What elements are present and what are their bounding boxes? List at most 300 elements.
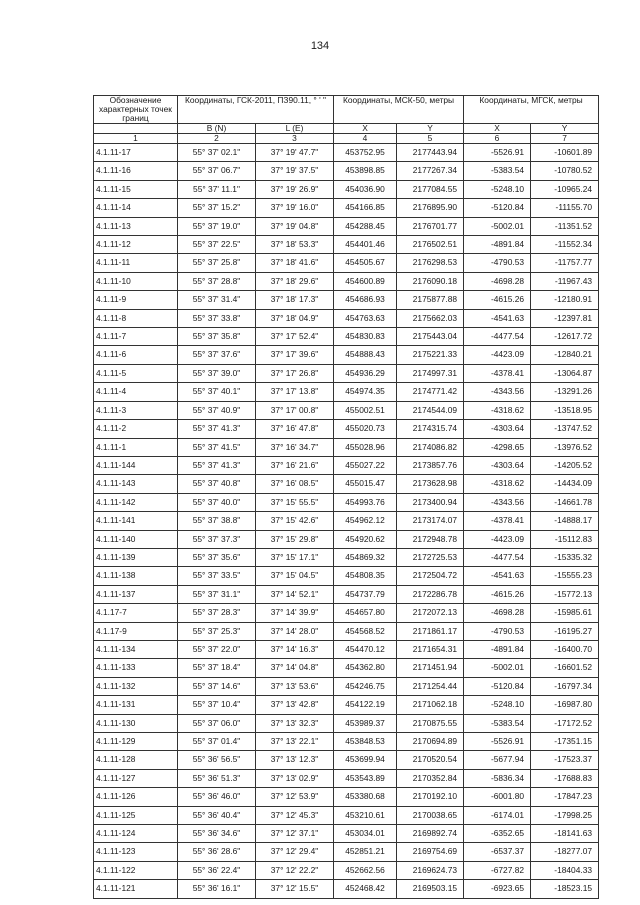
longitude-cell: 37° 13' 22.1": [256, 733, 334, 751]
msk-y-cell: 2169624.73: [397, 861, 464, 879]
point-id-cell: 4.1.11-128: [94, 751, 178, 769]
point-id-cell: 4.1.11-9: [94, 291, 178, 309]
latitude-cell: 55° 37' 02.1": [178, 144, 256, 162]
msk-y-cell: 2176701.77: [397, 217, 464, 235]
latitude-cell: 55° 37' 06.7": [178, 162, 256, 180]
point-id-cell: 4.1.11-12: [94, 236, 178, 254]
longitude-cell: 37° 18' 53.3": [256, 236, 334, 254]
mgsk-x-cell: -4343.56: [464, 493, 531, 511]
mgsk-y-cell: -11757.77: [531, 254, 599, 272]
mgsk-x-cell: -4541.63: [464, 567, 531, 585]
point-id-cell: 4.1.11-139: [94, 548, 178, 566]
msk-y-cell: 2171254.44: [397, 677, 464, 695]
table-row: [94, 420, 599, 438]
longitude-cell: 37° 13' 53.6": [256, 677, 334, 695]
point-id-cell: 4.1.11-7: [94, 328, 178, 346]
longitude-cell: 37° 15' 42.6": [256, 512, 334, 530]
msk-y-cell: 2177267.34: [397, 162, 464, 180]
msk-x-cell: 453034.01: [334, 825, 397, 843]
latitude-cell: 55° 37' 40.1": [178, 383, 256, 401]
mgsk-x-cell: -5248.10: [464, 180, 531, 198]
latitude-cell: 55° 36' 28.6": [178, 843, 256, 861]
table-row: [94, 751, 599, 769]
table-row: [94, 162, 599, 180]
mgsk-x-cell: -6727.82: [464, 861, 531, 879]
point-id-cell: 4.1.11-123: [94, 843, 178, 861]
msk-y-cell: 2173857.76: [397, 456, 464, 474]
latitude-cell: 55° 37' 40.9": [178, 401, 256, 419]
mgsk-y-cell: -13747.52: [531, 420, 599, 438]
msk-y-cell: 2172504.72: [397, 567, 464, 585]
mgsk-x-cell: -4891.84: [464, 640, 531, 658]
msk-y-cell: 2173400.94: [397, 493, 464, 511]
mgsk-x-cell: -4423.09: [464, 530, 531, 548]
longitude-cell: 37° 13' 12.3": [256, 751, 334, 769]
table-row: [94, 217, 599, 235]
empty-subheader-cell: [94, 124, 178, 134]
latitude-cell: 55° 37' 33.8": [178, 309, 256, 327]
msk-y-cell: 2174315.74: [397, 420, 464, 438]
mgsk-y-cell: -14661.78: [531, 493, 599, 511]
longitude-cell: 37° 18' 29.6": [256, 272, 334, 290]
msk-x-cell: 454869.32: [334, 548, 397, 566]
mgsk-y-cell: -13518.95: [531, 401, 599, 419]
latitude-cell: 55° 37' 33.5": [178, 567, 256, 585]
latitude-cell: 55° 37' 06.0": [178, 714, 256, 732]
mgsk-x-cell: -4343.56: [464, 383, 531, 401]
mgsk-x-cell: -5526.91: [464, 144, 531, 162]
latitude-cell: 55° 37' 40.0": [178, 493, 256, 511]
point-id-cell: 4.1.11-5: [94, 364, 178, 382]
msk-x-cell: 453898.85: [334, 162, 397, 180]
mgsk-y-cell: -13064.87: [531, 364, 599, 382]
latitude-cell: 55° 37' 37.3": [178, 530, 256, 548]
msk-x-cell: 454974.35: [334, 383, 397, 401]
b-header: B (N): [178, 124, 256, 134]
table-row: [94, 548, 599, 566]
mgsk-x-cell: -6174.01: [464, 806, 531, 824]
point-id-cell: 4.1.11-127: [94, 769, 178, 787]
mgsk-x-cell: -5002.01: [464, 217, 531, 235]
latitude-cell: 55° 37' 11.1": [178, 180, 256, 198]
mgsk-x-cell: -6923.65: [464, 880, 531, 898]
mgsk-x-cell: -4303.64: [464, 420, 531, 438]
table-row: [94, 236, 599, 254]
longitude-cell: 37° 19' 04.8": [256, 217, 334, 235]
mgsk-x-cell: -4541.63: [464, 309, 531, 327]
mgsk-y-cell: -16195.27: [531, 622, 599, 640]
msk-x-cell: 455002.51: [334, 401, 397, 419]
point-id-cell: 4.1.17-9: [94, 622, 178, 640]
msk-y-cell: 2170694.89: [397, 733, 464, 751]
mgsk-y-cell: -15772.13: [531, 585, 599, 603]
msk-x-cell: 454246.75: [334, 677, 397, 695]
point-id-cell: 4.1.11-8: [94, 309, 178, 327]
msk-x-cell: 454920.62: [334, 530, 397, 548]
mgsk-x-cell: -5677.94: [464, 751, 531, 769]
table-row: [94, 825, 599, 843]
y-mgsk-header: Y: [531, 124, 599, 134]
longitude-cell: 37° 12' 29.4": [256, 843, 334, 861]
latitude-cell: 55° 36' 40.4": [178, 806, 256, 824]
latitude-cell: 55° 37' 41.5": [178, 438, 256, 456]
mgsk-y-cell: -17523.37: [531, 751, 599, 769]
x-mgsk-header: X: [464, 124, 531, 134]
msk-x-cell: 453989.37: [334, 714, 397, 732]
point-id-cell: 4.1.11-140: [94, 530, 178, 548]
msk-y-cell: 2175221.33: [397, 346, 464, 364]
table-subheader-row: [94, 124, 599, 134]
longitude-cell: 37° 19' 37.5": [256, 162, 334, 180]
table-row: [94, 144, 599, 162]
latitude-cell: 55° 37' 10.4": [178, 696, 256, 714]
msk-x-cell: 453699.94: [334, 751, 397, 769]
mgsk-x-cell: -4477.54: [464, 548, 531, 566]
longitude-cell: 37° 18' 41.6": [256, 254, 334, 272]
mgsk-y-cell: -17998.25: [531, 806, 599, 824]
longitude-cell: 37° 19' 16.0": [256, 199, 334, 217]
msk-y-cell: 2176502.51: [397, 236, 464, 254]
column-number-row: [94, 134, 599, 144]
msk-x-cell: 454962.12: [334, 512, 397, 530]
mgsk-x-cell: -4615.26: [464, 291, 531, 309]
table-row: [94, 622, 599, 640]
longitude-cell: 37° 17' 52.4": [256, 328, 334, 346]
mgsk-y-cell: -17847.23: [531, 788, 599, 806]
mgsk-y-cell: -12180.91: [531, 291, 599, 309]
msk-y-cell: 2171451.94: [397, 659, 464, 677]
latitude-cell: 55° 37' 25.8": [178, 254, 256, 272]
point-id-cell: 4.1.11-14: [94, 199, 178, 217]
coordinates-table: [93, 95, 599, 899]
msk-y-cell: 2175877.88: [397, 291, 464, 309]
msk-x-cell: 454166.85: [334, 199, 397, 217]
mgsk-x-cell: -5526.91: [464, 733, 531, 751]
mgsk-y-cell: -11552.34: [531, 236, 599, 254]
point-id-cell: 4.1.11-133: [94, 659, 178, 677]
msk-y-cell: 2174086.82: [397, 438, 464, 456]
mgsk-x-cell: -4477.54: [464, 328, 531, 346]
longitude-cell: 37° 14' 16.3": [256, 640, 334, 658]
table-row: [94, 401, 599, 419]
mgsk-y-cell: -15335.32: [531, 548, 599, 566]
table-row: [94, 364, 599, 382]
msk-x-cell: 454470.12: [334, 640, 397, 658]
point-id-cell: 4.1.11-134: [94, 640, 178, 658]
point-id-cell: 4.1.11-1: [94, 438, 178, 456]
longitude-cell: 37° 13' 42.8": [256, 696, 334, 714]
mgsk-x-cell: -5120.84: [464, 677, 531, 695]
table-row: [94, 567, 599, 585]
latitude-cell: 55° 37' 35.8": [178, 328, 256, 346]
msk-y-cell: 2176090.18: [397, 272, 464, 290]
msk-y-cell: 2176895.90: [397, 199, 464, 217]
msk-y-cell: 2174771.42: [397, 383, 464, 401]
latitude-cell: 55° 37' 14.6": [178, 677, 256, 695]
table-row: [94, 733, 599, 751]
table-row: [94, 530, 599, 548]
mgsk-y-cell: -18277.07: [531, 843, 599, 861]
mgsk-x-cell: -5836.34: [464, 769, 531, 787]
msk-x-cell: 453210.61: [334, 806, 397, 824]
mgsk-x-cell: -4698.28: [464, 272, 531, 290]
latitude-cell: 55° 36' 56.5": [178, 751, 256, 769]
longitude-cell: 37° 15' 29.8": [256, 530, 334, 548]
mgsk-y-cell: -14888.17: [531, 512, 599, 530]
point-id-cell: 4.1.17-7: [94, 604, 178, 622]
msk-x-cell: 453543.89: [334, 769, 397, 787]
longitude-cell: 37° 16' 47.8": [256, 420, 334, 438]
table-row: [94, 585, 599, 603]
msk-y-cell: 2170038.65: [397, 806, 464, 824]
mgsk-x-cell: -6537.37: [464, 843, 531, 861]
msk-y-cell: 2171062.18: [397, 696, 464, 714]
msk-y-cell: 2173628.98: [397, 475, 464, 493]
longitude-cell: 37° 18' 17.3": [256, 291, 334, 309]
table-row: [94, 272, 599, 290]
msk-y-cell: 2174997.31: [397, 364, 464, 382]
point-id-cell: 4.1.11-137: [94, 585, 178, 603]
mgsk-y-cell: -17172.52: [531, 714, 599, 732]
latitude-cell: 55° 37' 28.8": [178, 272, 256, 290]
latitude-cell: 55° 37' 38.8": [178, 512, 256, 530]
msk-x-cell: 452468.42: [334, 880, 397, 898]
column-number: 1: [94, 134, 178, 144]
msk-x-cell: 454362.80: [334, 659, 397, 677]
longitude-cell: 37° 19' 47.7": [256, 144, 334, 162]
latitude-cell: 55° 37' 25.3": [178, 622, 256, 640]
mgsk-y-cell: -13291.26: [531, 383, 599, 401]
mgsk-y-cell: -17688.83: [531, 769, 599, 787]
mgsk-y-cell: -14205.52: [531, 456, 599, 474]
longitude-cell: 37° 19' 26.9": [256, 180, 334, 198]
table-row: [94, 677, 599, 695]
latitude-cell: 55° 37' 22.0": [178, 640, 256, 658]
longitude-cell: 37° 14' 04.8": [256, 659, 334, 677]
table-row: [94, 659, 599, 677]
mgsk-x-cell: -5248.10: [464, 696, 531, 714]
latitude-cell: 55° 37' 41.3": [178, 456, 256, 474]
longitude-cell: 37° 12' 22.2": [256, 861, 334, 879]
latitude-cell: 55° 36' 51.3": [178, 769, 256, 787]
mgsk-y-cell: -16797.34: [531, 677, 599, 695]
msk-y-cell: 2172725.53: [397, 548, 464, 566]
mgsk-x-cell: -4318.62: [464, 401, 531, 419]
longitude-cell: 37° 12' 15.5": [256, 880, 334, 898]
table-row: [94, 475, 599, 493]
msk-y-cell: 2169503.15: [397, 880, 464, 898]
latitude-cell: 55° 36' 46.0": [178, 788, 256, 806]
msk-x-cell: 454686.93: [334, 291, 397, 309]
msk-x-cell: 455015.47: [334, 475, 397, 493]
msk-x-cell: 455028.96: [334, 438, 397, 456]
table-row: [94, 769, 599, 787]
table-row: [94, 199, 599, 217]
mgsk-y-cell: -15555.23: [531, 567, 599, 585]
msk-y-cell: 2175662.03: [397, 309, 464, 327]
mgsk-y-cell: -11351.52: [531, 217, 599, 235]
latitude-cell: 55° 37' 15.2": [178, 199, 256, 217]
table-header-row: [94, 96, 599, 124]
msk-y-cell: 2170352.84: [397, 769, 464, 787]
longitude-cell: 37° 18' 04.9": [256, 309, 334, 327]
msk-x-cell: 454888.43: [334, 346, 397, 364]
point-id-cell: 4.1.11-16: [94, 162, 178, 180]
table-row: [94, 254, 599, 272]
msk-x-cell: 452662.56: [334, 861, 397, 879]
msk-x-cell: 454600.89: [334, 272, 397, 290]
latitude-cell: 55° 37' 18.4": [178, 659, 256, 677]
msk-x-cell: 454122.19: [334, 696, 397, 714]
latitude-cell: 55° 37' 31.4": [178, 291, 256, 309]
longitude-cell: 37° 13' 32.3": [256, 714, 334, 732]
mgsk-header: Координаты, МГСК, метры: [464, 96, 599, 124]
point-id-cell: 4.1.11-13: [94, 217, 178, 235]
table-row: [94, 383, 599, 401]
table-row: [94, 696, 599, 714]
column-number: 3: [256, 134, 334, 144]
point-id-cell: 4.1.11-124: [94, 825, 178, 843]
point-id-cell: 4.1.11-141: [94, 512, 178, 530]
msk-y-cell: 2173174.07: [397, 512, 464, 530]
longitude-cell: 37° 17' 13.8": [256, 383, 334, 401]
point-id-cell: 4.1.11-4: [94, 383, 178, 401]
msk-x-cell: 453380.68: [334, 788, 397, 806]
mgsk-x-cell: -5383.54: [464, 714, 531, 732]
column-number: 5: [397, 134, 464, 144]
point-id-cell: 4.1.11-15: [94, 180, 178, 198]
column-number: 4: [334, 134, 397, 144]
msk-y-cell: 2171654.31: [397, 640, 464, 658]
mgsk-y-cell: -11967.43: [531, 272, 599, 290]
mgsk-x-cell: -4790.53: [464, 622, 531, 640]
latitude-cell: 55° 36' 22.4": [178, 861, 256, 879]
point-id-cell: 4.1.11-131: [94, 696, 178, 714]
latitude-cell: 55° 37' 41.3": [178, 420, 256, 438]
table-row: [94, 493, 599, 511]
table-row: [94, 640, 599, 658]
table-row: [94, 843, 599, 861]
mgsk-x-cell: -4891.84: [464, 236, 531, 254]
mgsk-y-cell: -17351.15: [531, 733, 599, 751]
mgsk-y-cell: -15985.61: [531, 604, 599, 622]
table-row: [94, 328, 599, 346]
column-number: 2: [178, 134, 256, 144]
msk-x-cell: 454288.45: [334, 217, 397, 235]
point-id-cell: 4.1.11-11: [94, 254, 178, 272]
mgsk-x-cell: -6001.80: [464, 788, 531, 806]
point-id-cell: 4.1.11-138: [94, 567, 178, 585]
longitude-cell: 37° 13' 02.9": [256, 769, 334, 787]
table-row: [94, 180, 599, 198]
msk-x-cell: 452851.21: [334, 843, 397, 861]
point-id-cell: 4.1.11-3: [94, 401, 178, 419]
msk-y-cell: 2169892.74: [397, 825, 464, 843]
mgsk-x-cell: -4318.62: [464, 475, 531, 493]
mgsk-y-cell: -15112.83: [531, 530, 599, 548]
longitude-cell: 37° 16' 21.6": [256, 456, 334, 474]
latitude-cell: 55° 37' 31.1": [178, 585, 256, 603]
msk-y-cell: 2169754.69: [397, 843, 464, 861]
mgsk-x-cell: -4378.41: [464, 512, 531, 530]
point-id-cell: 4.1.11-129: [94, 733, 178, 751]
msk-y-cell: 2170875.55: [397, 714, 464, 732]
l-header: L (E): [256, 124, 334, 134]
latitude-cell: 55° 36' 34.6": [178, 825, 256, 843]
table-row: [94, 512, 599, 530]
latitude-cell: 55° 36' 16.1": [178, 880, 256, 898]
mgsk-y-cell: -13976.52: [531, 438, 599, 456]
msk-x-cell: 454993.76: [334, 493, 397, 511]
mgsk-y-cell: -10780.52: [531, 162, 599, 180]
msk-y-cell: 2172948.78: [397, 530, 464, 548]
column-number: 6: [464, 134, 531, 144]
point-id-cell: 4.1.11-121: [94, 880, 178, 898]
mgsk-x-cell: -6352.65: [464, 825, 531, 843]
point-id-cell: 4.1.11-143: [94, 475, 178, 493]
msk-header: Координаты, МСК-50, метры: [334, 96, 464, 124]
mgsk-y-cell: -10965.24: [531, 180, 599, 198]
latitude-cell: 55° 37' 37.6": [178, 346, 256, 364]
msk-x-cell: 454808.35: [334, 567, 397, 585]
longitude-cell: 37° 12' 37.1": [256, 825, 334, 843]
table-row: [94, 291, 599, 309]
mgsk-y-cell: -16400.70: [531, 640, 599, 658]
latitude-cell: 55° 37' 39.0": [178, 364, 256, 382]
msk-x-cell: 454568.52: [334, 622, 397, 640]
mgsk-y-cell: -11155.70: [531, 199, 599, 217]
msk-y-cell: 2176298.53: [397, 254, 464, 272]
mgsk-y-cell: -16601.52: [531, 659, 599, 677]
point-id-cell: 4.1.11-122: [94, 861, 178, 879]
longitude-cell: 37° 15' 04.5": [256, 567, 334, 585]
longitude-cell: 37° 17' 00.8": [256, 401, 334, 419]
longitude-cell: 37° 15' 17.1": [256, 548, 334, 566]
longitude-cell: 37° 12' 45.3": [256, 806, 334, 824]
msk-y-cell: 2171861.17: [397, 622, 464, 640]
msk-x-cell: 454830.83: [334, 328, 397, 346]
designation-header: Обозначение характерных точек границ: [94, 96, 178, 124]
longitude-cell: 37° 17' 39.6": [256, 346, 334, 364]
msk-x-cell: 454936.29: [334, 364, 397, 382]
mgsk-x-cell: -4423.09: [464, 346, 531, 364]
table-row: [94, 456, 599, 474]
column-number: 7: [531, 134, 599, 144]
mgsk-y-cell: -18404.33: [531, 861, 599, 879]
msk-y-cell: 2172286.78: [397, 585, 464, 603]
table-row: [94, 346, 599, 364]
latitude-cell: 55° 37' 28.3": [178, 604, 256, 622]
table-row: [94, 806, 599, 824]
point-id-cell: 4.1.11-125: [94, 806, 178, 824]
point-id-cell: 4.1.11-144: [94, 456, 178, 474]
point-id-cell: 4.1.11-6: [94, 346, 178, 364]
table-row: [94, 714, 599, 732]
point-id-cell: 4.1.11-17: [94, 144, 178, 162]
x-msk-header: X: [334, 124, 397, 134]
mgsk-y-cell: -16987.80: [531, 696, 599, 714]
latitude-cell: 55° 37' 40.8": [178, 475, 256, 493]
mgsk-x-cell: -4378.41: [464, 364, 531, 382]
latitude-cell: 55° 37' 01.4": [178, 733, 256, 751]
msk-y-cell: 2177084.55: [397, 180, 464, 198]
mgsk-y-cell: -18523.15: [531, 880, 599, 898]
msk-x-cell: 455020.73: [334, 420, 397, 438]
point-id-cell: 4.1.11-10: [94, 272, 178, 290]
mgsk-y-cell: -18141.63: [531, 825, 599, 843]
mgsk-x-cell: -5002.01: [464, 659, 531, 677]
mgsk-y-cell: -12397.81: [531, 309, 599, 327]
